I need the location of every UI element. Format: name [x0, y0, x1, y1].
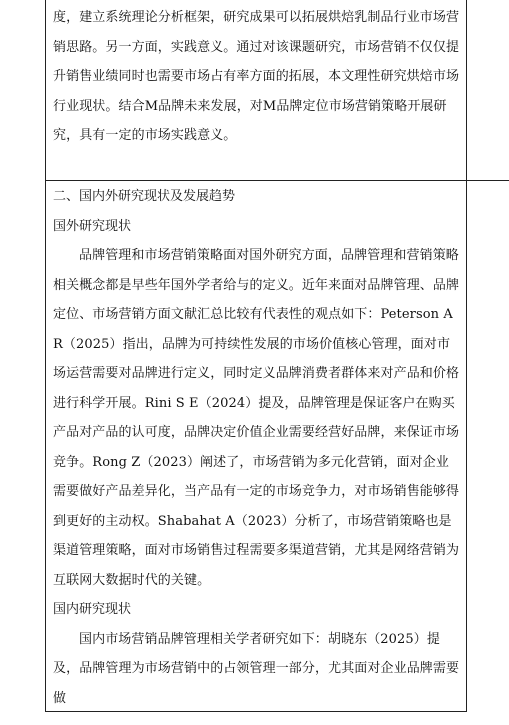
significance-paragraph: 度，建立系统理论分析框架，研究成果可以拓展烘焙乳制品行业市场营销思路。另一方面，实践意义。通过对该课题研究，市场营销不仅仅提升销售业绩同时也需要市场占有率方面的拓展，本文理性研究烘焙市场行业现状。结合M品牌未来发展，对M品牌定位市场营销策略开展研究，具有一定的市场实践意义。 [53, 10, 460, 143]
section-title: 二、国内外研究现状及发展趋势 [53, 189, 236, 204]
table-cell-top [45, 0, 467, 181]
foreign-research-paragraph: 品牌管理和市场营销策略面对国外研究方面，品牌管理和营销策略相关概念都是早些年国外学者给与的定义。近年来面对品牌管理、品牌定位、市场营销方面文献汇总比较有代表性的观点如下：Peterson A R（2025）指出，品牌为可持续性发展的市场价值核心管理，面对市场运营需要对品牌进行定义，同时定义品牌消费者群体来对产品和价格进行科学开展。Rini S E（2024）提及，品牌管理是保证客户在购买产品对产品的认可度，品牌决定价值企业需要经营好品牌，来保证市场竞争。Rong Z（2023）阐述了，市场营销为多元化营销，面对企业需要做好产品差异化，当产品有一定的市场竞争力，对市场销售能够得到更好的主动权。Shabahat A（2023）分析了，市场营销策略也是渠道管理策略，面对市场销售过程需要多渠道营销，尤其是网络营销为互联网大数据时代的关键。 [53, 248, 460, 588]
domestic-research-heading: 国内研究现状 [53, 602, 132, 617]
table-cell-side [467, 0, 509, 181]
domestic-research-paragraph: 国内市场营销品牌管理相关学者研究如下：胡晓东（2025）提及，品牌管理为市场营销中的占领管理一部分，尤其面对企业品牌需要做 [53, 631, 460, 706]
foreign-research-heading: 国外研究现状 [53, 218, 132, 234]
table-cell-research-status [45, 181, 467, 712]
